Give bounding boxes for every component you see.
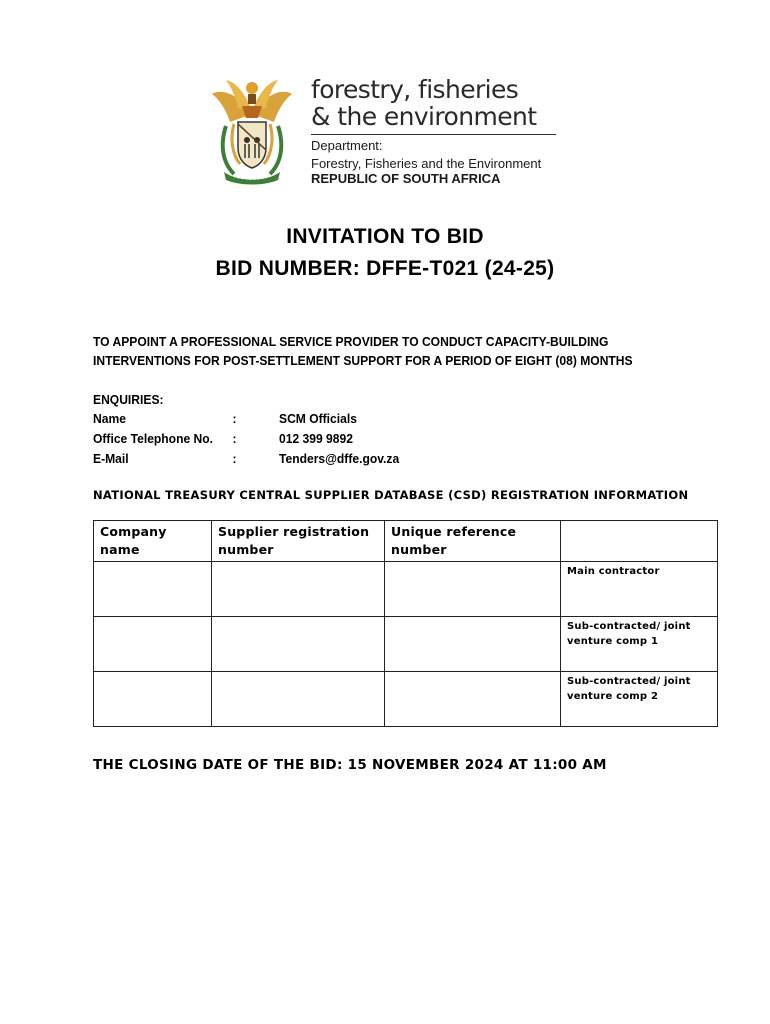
document-title: INVITATION TO BID xyxy=(286,225,484,248)
enquiry-label: Name xyxy=(93,411,126,426)
enquiries-heading: ENQUIRIES: xyxy=(93,392,164,407)
logo-line-1: forestry, fisheries xyxy=(311,75,519,104)
enquiries-section xyxy=(93,390,400,469)
table-row-subcontractor-2 xyxy=(94,672,718,727)
role-label: Sub-contracted/ joint venture comp 1 xyxy=(561,617,718,672)
company-name-cell[interactable] xyxy=(94,562,212,617)
unique-reference-cell[interactable] xyxy=(385,672,561,727)
bid-number: BID NUMBER: DFFE-T021 (24-25) xyxy=(215,257,555,280)
enquiry-value: SCM Officials xyxy=(279,411,357,426)
column-header-role xyxy=(561,521,718,562)
column-header-company-name: Company name xyxy=(94,521,212,562)
logo-divider xyxy=(311,134,556,135)
coat-of-arms-icon xyxy=(208,74,296,186)
column-header-supplier-registration: Supplier registration number xyxy=(212,521,385,562)
supplier-registration-cell[interactable] xyxy=(212,672,385,727)
enquiry-row-telephone xyxy=(93,429,353,449)
column-header-unique-reference: Unique reference number xyxy=(385,521,561,562)
enquiry-label: E-Mail xyxy=(93,451,129,466)
unique-reference-cell[interactable] xyxy=(385,562,561,617)
company-name-cell[interactable] xyxy=(94,672,212,727)
enquiry-colon: : xyxy=(232,411,237,426)
bid-purpose xyxy=(93,332,651,370)
table-row-subcontractor-1 xyxy=(94,617,718,672)
bid-purpose-line-2: INTERVENTIONS FOR POST-SETTLEMENT SUPPORT FOR A PERIOD OF EIGHT (08) MONTHS xyxy=(93,353,633,368)
role-label: Sub-contracted/ joint venture comp 2 xyxy=(561,672,718,727)
country-name: REPUBLIC OF SOUTH AFRICA xyxy=(311,171,501,186)
department-logo xyxy=(311,76,561,186)
enquiry-value: 012 399 9892 xyxy=(279,431,353,446)
closing-date: THE CLOSING DATE OF THE BID: 15 NOVEMBER 2024 AT 11:00 AM xyxy=(93,757,607,773)
email-link[interactable]: Tenders@dffe.gov.za xyxy=(279,451,400,466)
enquiry-colon: : xyxy=(232,451,237,466)
table-row-main-contractor xyxy=(94,562,718,617)
supplier-registration-cell[interactable] xyxy=(212,617,385,672)
department-label: Department: xyxy=(311,138,383,153)
enquiry-row-email xyxy=(93,449,400,469)
enquiry-row-name xyxy=(93,409,357,429)
department-name: Forestry, Fisheries and the Environment xyxy=(311,156,542,171)
enquiry-label: Office Telephone No. xyxy=(93,431,214,446)
csd-registration-table xyxy=(93,520,718,727)
supplier-registration-cell[interactable] xyxy=(212,562,385,617)
company-name-cell[interactable] xyxy=(94,617,212,672)
logo-line-2: & the environment xyxy=(311,102,537,131)
enquiry-colon: : xyxy=(232,431,237,446)
csd-heading: NATIONAL TREASURY CENTRAL SUPPLIER DATABASE (CSD) REGISTRATION INFORMATION xyxy=(93,488,689,502)
table-header-row xyxy=(94,521,718,562)
unique-reference-cell[interactable] xyxy=(385,617,561,672)
bid-purpose-line-1: TO APPOINT A PROFESSIONAL SERVICE PROVIDER TO CONDUCT CAPACITY-BUILDING xyxy=(93,334,609,349)
role-label: Main contractor xyxy=(561,562,718,617)
